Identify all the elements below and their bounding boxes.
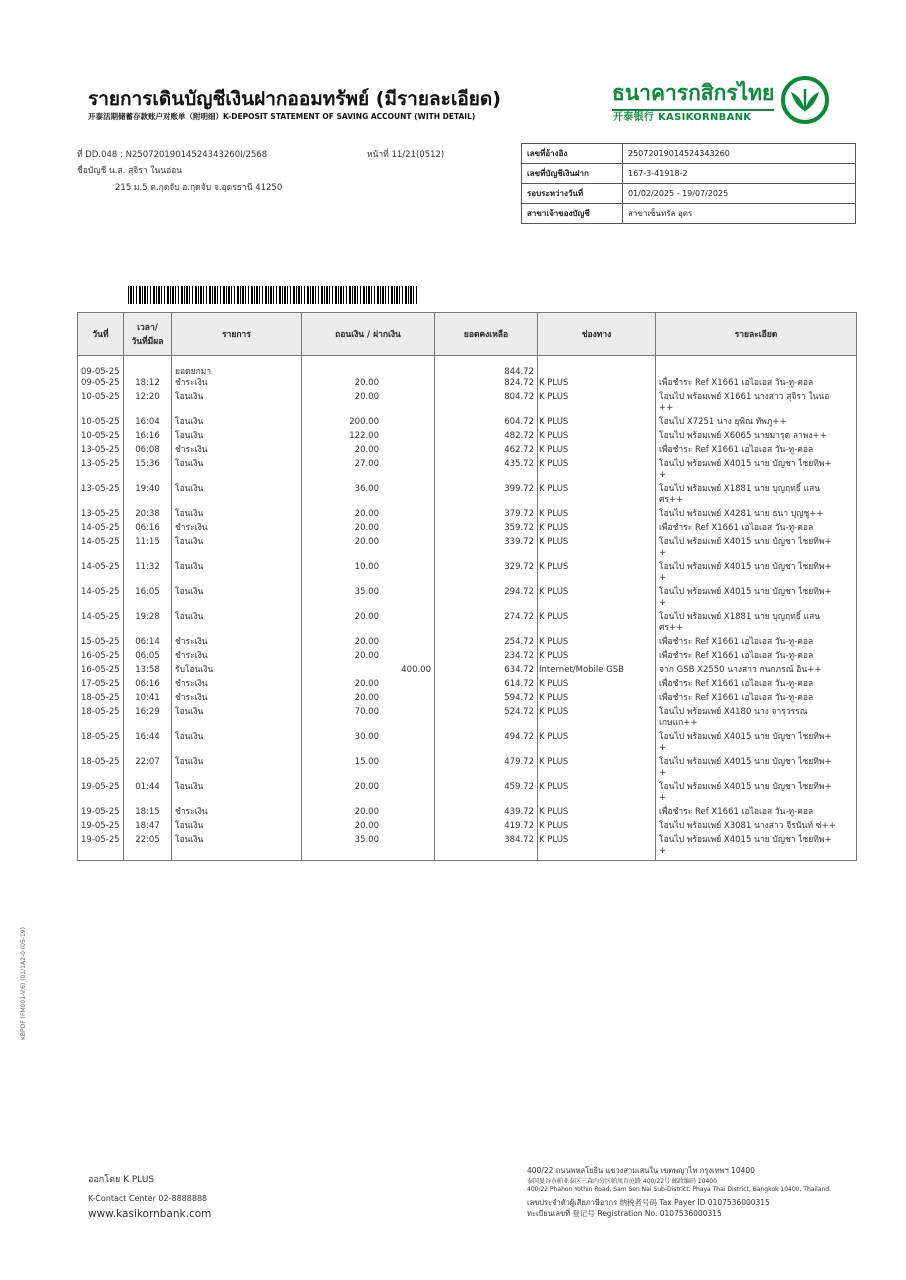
row-channel: K PLUS [538,378,656,392]
row-channel: Internet/Mobile GSB [538,665,656,679]
table-row [78,417,857,431]
row-channel: K PLUS [538,484,656,509]
row-channel: K PLUS [538,707,656,732]
row-balance: 634.72 [435,665,538,679]
table-row [78,562,857,587]
row-description: โอนเงิน [172,612,302,637]
website: www.kasikornbank.com [88,1208,212,1220]
row-balance: 479.72 [435,757,538,782]
withdraw-amount: 15.00 [354,757,379,767]
account-name: ชื่อบัญชี น.ส. สุจิรา ในนอ่อน [77,166,183,176]
table-row [78,821,857,835]
row-amount [302,651,435,665]
table-row [78,693,857,707]
row-date: 19-05-25 [78,807,124,821]
withdraw-amount: 20.00 [354,679,379,689]
address-en: 400/22 Phahon Yothin Road, Sam Sen Nai Sub-District, Phaya Thai District, Bangkok 10400, Thailand. [527,1186,831,1193]
row-detail: เพื่อชำระ Ref X1661 เอไอเอส วัน-ทู-คอล [656,637,857,651]
row-date: 13-05-25 [78,459,124,484]
row-amount [302,562,435,587]
row-balance: 844.72 [435,356,538,379]
row-date: 10-05-25 [78,392,124,417]
row-balance: 604.72 [435,417,538,431]
withdraw-amount: 20.00 [354,693,379,703]
row-balance: 274.72 [435,612,538,637]
row-description: โอนเงิน [172,782,302,807]
row-channel: K PLUS [538,637,656,651]
row-date: 16-05-25 [78,665,124,679]
withdraw-amount: 20.00 [354,392,379,402]
table-row [78,356,857,379]
table-row [78,637,857,651]
row-detail: โอนไป พร้อมเพย์ X4015 นาย บัญชา ไชยทิพ+ + [656,537,857,562]
address-th: 400/22 ถนนพหลโยธิน แขวงสามเสนใน เขตพญาไท กรุงเทพฯ 10400 [527,1166,755,1175]
row-detail: โอนไป พร้อมเพย์ X4015 นาย บัญชา ไชยทิพ+ + [656,562,857,587]
row-date: 19-05-25 [78,835,124,861]
row-amount [302,431,435,445]
withdraw-amount: 200.00 [349,417,379,427]
row-detail: เพื่อชำระ Ref X1661 เอไอเอส วัน-ทู-คอล [656,523,857,537]
row-time: 16:04 [124,417,172,431]
info-row [522,144,856,164]
row-channel: K PLUS [538,392,656,417]
row-detail: โอนไป พร้อมเพย์ X3081 นางสาว จีรนันท์ ซ่++ [656,821,857,835]
row-date: 15-05-25 [78,637,124,651]
row-description: โอนเงิน [172,484,302,509]
row-description: โอนเงิน [172,757,302,782]
row-time: 18:15 [124,807,172,821]
info-row [522,184,856,204]
info-row [522,164,856,184]
row-detail: เพื่อชำระ Ref X1661 เอไอเอส วัน-ทู-คอล [656,807,857,821]
row-date: 17-05-25 [78,679,124,693]
row-time: 06:05 [124,651,172,665]
row-amount [302,378,435,392]
withdraw-amount: 35.00 [354,587,379,597]
row-date: 18-05-25 [78,732,124,757]
row-amount [302,417,435,431]
row-date: 19-05-25 [78,821,124,835]
table-row [78,732,857,757]
row-channel: K PLUS [538,651,656,665]
row-description: โอนเงิน [172,392,302,417]
table-row [78,537,857,562]
form-code: KBPDF (FM001-V.6) (01/1A2-0 (05-19) [20,927,27,1040]
row-channel [538,356,656,379]
registration-no: ทะเบียนเลขที่ 登记号 Registration No. 0107536000315 [527,1209,722,1218]
row-description: ชำระเงิน [172,523,302,537]
row-date: 18-05-25 [78,707,124,732]
row-amount [302,637,435,651]
contact-center: K-Contact Center 02-8888888 [88,1194,208,1203]
column-header: ช่องทาง [538,313,656,356]
withdraw-amount: 27.00 [354,459,379,469]
table-row [78,523,857,537]
column-header: วันที่ [78,313,124,356]
column-header: เวลา/ วันที่มีผล [124,313,172,356]
row-time: 06:16 [124,679,172,693]
row-description: ชำระเงิน [172,637,302,651]
withdraw-amount: 20.00 [354,378,379,388]
row-description: โอนเงิน [172,732,302,757]
row-channel: K PLUS [538,679,656,693]
address-cn: 泰国曼谷市帕亚泰区三森内分区帕凤育庭路 400/22号 邮政编码 10400 [527,1178,717,1185]
column-header: ยอดคงเหลือ [435,313,538,356]
row-detail: โอนไป พร้อมเพย์ X4015 นาย บัญชา ไชยทิพ+ + [656,782,857,807]
row-time: 18:12 [124,378,172,392]
row-time: 22:07 [124,757,172,782]
row-balance: 254.72 [435,637,538,651]
bank-name-en: 开泰银行 KASIKORNBANK [613,112,752,123]
row-amount [302,612,435,637]
withdraw-amount: 36.00 [354,484,379,494]
row-balance: 804.72 [435,392,538,417]
table-row [78,651,857,665]
row-amount [302,679,435,693]
row-balance: 329.72 [435,562,538,587]
info-row [522,204,856,224]
barcode [128,286,418,304]
row-balance: 339.72 [435,537,538,562]
row-amount [302,445,435,459]
row-description: ชำระเงิน [172,378,302,392]
withdraw-amount: 20.00 [354,509,379,519]
withdraw-amount: 20.00 [354,637,379,647]
column-header: รายละเอียด [656,313,857,356]
row-description: ชำระเงิน [172,651,302,665]
table-row [78,757,857,782]
withdraw-amount: 20.00 [354,651,379,661]
row-amount [302,821,435,835]
row-description: โอนเงิน [172,417,302,431]
row-time: 16:16 [124,431,172,445]
deposit-amount: 400.00 [401,665,431,675]
row-time: 20:38 [124,509,172,523]
row-time: 15:36 [124,459,172,484]
page-number: หน้าที่ 11/21(0512) [367,150,445,160]
row-balance: 494.72 [435,732,538,757]
withdraw-amount: 30.00 [354,732,379,742]
row-amount [302,459,435,484]
row-date: 09-05-25 [78,356,124,379]
row-time: 11:32 [124,562,172,587]
row-time: 18:47 [124,821,172,835]
row-time: 06:16 [124,523,172,537]
row-detail: เพื่อชำระ Ref X1661 เอไอเอส วัน-ทู-คอล [656,679,857,693]
row-description: ชำระเงิน [172,679,302,693]
row-time: 11:15 [124,537,172,562]
row-date: 10-05-25 [78,431,124,445]
row-amount [302,537,435,562]
row-balance: 419.72 [435,821,538,835]
row-time: 06:08 [124,445,172,459]
row-detail: โอนไป พร้อมเพย์ X4180 นาง จารุวรรณ เกษแก++ [656,707,857,732]
row-amount [302,509,435,523]
table-row [78,484,857,509]
row-amount [302,523,435,537]
row-amount [302,665,435,679]
withdraw-amount: 20.00 [354,537,379,547]
account-info-table [521,143,856,224]
table-row [78,445,857,459]
row-date: 13-05-25 [78,484,124,509]
row-description: ชำระเงิน [172,445,302,459]
row-channel: K PLUS [538,445,656,459]
row-balance: 462.72 [435,445,538,459]
row-amount [302,807,435,821]
withdraw-amount: 20.00 [354,821,379,831]
row-description: ชำระเงิน [172,693,302,707]
row-channel: K PLUS [538,612,656,637]
row-date: 14-05-25 [78,587,124,612]
row-channel: K PLUS [538,782,656,807]
row-amount [302,693,435,707]
row-channel: K PLUS [538,523,656,537]
row-description: รับโอนเงิน [172,665,302,679]
row-detail [656,356,857,379]
table-row [78,587,857,612]
bank-logo [612,77,842,129]
row-description: โอนเงิน [172,509,302,523]
table-row [78,612,857,637]
table-row [78,665,857,679]
info-label: เลขที่อ้างอิง [522,144,623,164]
row-detail: โอนไป พร้อมเพย์ X4015 นาย บัญชา ไชยทิพ+ + [656,757,857,782]
row-date: 09-05-25 [78,378,124,392]
withdraw-amount: 122.00 [349,431,379,441]
row-date: 10-05-25 [78,417,124,431]
row-time: 01:44 [124,782,172,807]
row-detail: เพื่อชำระ Ref X1661 เอไอเอส วัน-ทู-คอล [656,651,857,665]
row-date: 14-05-25 [78,562,124,587]
row-detail: โอนไป พร้อมเพย์ X4015 นาย บัญชา ไชยทิพ+ + [656,732,857,757]
tax-id: เลขประจำตัวผู้เสียภาษีอากร 纳税者号码 Tax Payer ID 0107536000315 [527,1198,770,1207]
withdraw-amount: 35.00 [354,835,379,845]
row-channel: K PLUS [538,417,656,431]
withdraw-amount: 20.00 [354,782,379,792]
row-detail: โอนไป พร้อมเพย์ X1661 นางสาว สุจิรา ในนอ ++ [656,392,857,417]
info-value: 01/02/2025 - 19/07/2025 [623,184,856,204]
withdraw-amount: 20.00 [354,523,379,533]
row-detail: โอนไป พร้อมเพย์ X4015 นาย บัญชา ไชยทิพ+ + [656,587,857,612]
withdraw-amount: 20.00 [354,807,379,817]
row-balance: 524.72 [435,707,538,732]
row-date: 14-05-25 [78,523,124,537]
table-row [78,782,857,807]
table-row [78,431,857,445]
row-channel: K PLUS [538,587,656,612]
row-description: โอนเงิน [172,562,302,587]
row-balance: 294.72 [435,587,538,612]
row-balance: 399.72 [435,484,538,509]
table-row [78,679,857,693]
row-date: 13-05-25 [78,445,124,459]
row-time: 10:41 [124,693,172,707]
row-amount [302,757,435,782]
info-label: สาขาเจ้าของบัญชี [522,204,623,224]
transaction-table [77,312,857,861]
table-row [78,509,857,523]
withdraw-amount: 20.00 [354,445,379,455]
row-time: 16:44 [124,732,172,757]
row-time: 16:05 [124,587,172,612]
row-description: โอนเงิน [172,431,302,445]
statement-subtitle: 开泰活期储蓄存款账户对账单（附明细）K-DEPOSIT STATEMENT OF SAVING ACCOUNT (WITH DETAIL) [88,112,476,121]
row-detail: โอนไป พร้อมเพย์ X4281 นาย ธนา บุญชู++ [656,509,857,523]
row-amount [302,356,435,379]
row-time: 19:28 [124,612,172,637]
row-time: 16:29 [124,707,172,732]
row-balance: 379.72 [435,509,538,523]
row-channel: K PLUS [538,431,656,445]
row-description: โอนเงิน [172,587,302,612]
withdraw-amount: 10.00 [354,562,379,572]
row-amount [302,484,435,509]
column-header: รายการ [172,313,302,356]
row-detail: โอนไป X7251 นาง ยุพิณ ทัพภู++ [656,417,857,431]
row-balance: 384.72 [435,835,538,861]
row-balance: 439.72 [435,807,538,821]
kasikorn-emblem-icon [780,75,830,125]
document-number: ที่ DD.048 : N2507201901452434326​0I/2568 [77,150,268,160]
info-value: 250720190145243432​60 [623,144,856,164]
info-label: เลขที่บัญชีเงินฝาก [522,164,623,184]
row-balance: 482.72 [435,431,538,445]
row-time: 19:40 [124,484,172,509]
table-row [78,392,857,417]
row-channel: K PLUS [538,732,656,757]
row-balance: 594.72 [435,693,538,707]
table-row [78,378,857,392]
column-header: ถอนเงิน / ฝากเงิน [302,313,435,356]
row-time: 13:58 [124,665,172,679]
row-channel: K PLUS [538,835,656,861]
row-date: 16-05-25 [78,651,124,665]
row-detail: โอนไป พร้อมเพย์ X1881 นาย บุญฤทธิ์ แสน ศร++ [656,484,857,509]
row-amount [302,782,435,807]
account-address: 215 ม.5 ต.กุดจับ อ.กุดจับ จ.อุดรธานี 41250 [115,183,283,193]
bank-name-th: ธนาคารกสิกรไทย [612,77,774,110]
row-detail: โอนไป พร้อมเพย์ X4015 นาย บัญชา ไชยทิพ+ + [656,835,857,861]
table-row [78,807,857,821]
row-description: โอนเงิน [172,707,302,732]
table-row [78,835,857,861]
statement-title: รายการเดินบัญชีเงินฝากออมทรัพย์ (มีรายละเอียด) [88,88,501,110]
row-channel: K PLUS [538,509,656,523]
row-description: โอนเงิน [172,537,302,562]
row-description: โอนเงิน [172,459,302,484]
row-channel: K PLUS [538,459,656,484]
row-description: ยอดยกมา [172,356,302,379]
row-amount [302,835,435,861]
row-date: 14-05-25 [78,537,124,562]
row-detail: เพื่อชำระ Ref X1661 เอไอเอส วัน-ทู-คอล [656,378,857,392]
row-detail: โอนไป พร้อมเพย์ X6065 นายมารุต ลาพง++ [656,431,857,445]
info-value: 167-3-41918-2 [623,164,856,184]
row-channel: K PLUS [538,807,656,821]
row-date: 18-05-25 [78,693,124,707]
row-date: 13-05-25 [78,509,124,523]
row-balance: 614.72 [435,679,538,693]
row-detail: โอนไป พร้อมเพย์ X4015 นาย บัญชา ไชยทิพ+ + [656,459,857,484]
row-date: 18-05-25 [78,757,124,782]
row-date: 14-05-25 [78,612,124,637]
row-channel: K PLUS [538,537,656,562]
row-detail: โอนไป พร้อมเพย์ X1881 นาย บุญฤทธิ์ แสน ศร++ [656,612,857,637]
row-description: โอนเงิน [172,821,302,835]
row-amount [302,707,435,732]
row-time: 12:20 [124,392,172,417]
issued-by: ออกโดย K PLUS [88,1175,155,1185]
row-detail: เพื่อชำระ Ref X1661 เอไอเอส วัน-ทู-คอล [656,445,857,459]
row-time [124,356,172,379]
table-row [78,459,857,484]
row-time: 06:14 [124,637,172,651]
row-channel: K PLUS [538,693,656,707]
row-description: ชำระเงิน [172,807,302,821]
table-row [78,707,857,732]
row-channel: K PLUS [538,821,656,835]
row-balance: 435.72 [435,459,538,484]
row-balance: 459.72 [435,782,538,807]
withdraw-amount: 20.00 [354,612,379,622]
row-channel: K PLUS [538,757,656,782]
row-balance: 234.72 [435,651,538,665]
info-value: สาขาเซ็นทรัล อุดร [623,204,856,224]
row-amount [302,732,435,757]
row-description: โอนเงิน [172,835,302,861]
row-balance: 824.72 [435,378,538,392]
row-date: 19-05-25 [78,782,124,807]
info-label: รอบระหว่างวันที่ [522,184,623,204]
row-time: 22:05 [124,835,172,861]
row-amount [302,587,435,612]
withdraw-amount: 70.00 [354,707,379,717]
row-balance: 359.72 [435,523,538,537]
row-amount [302,392,435,417]
row-detail: จาก GSB X2550 นางสาว กนกภรณ์ อิน++ [656,665,857,679]
row-detail: เพื่อชำระ Ref X1661 เอไอเอส วัน-ทู-คอล [656,693,857,707]
row-channel: K PLUS [538,562,656,587]
